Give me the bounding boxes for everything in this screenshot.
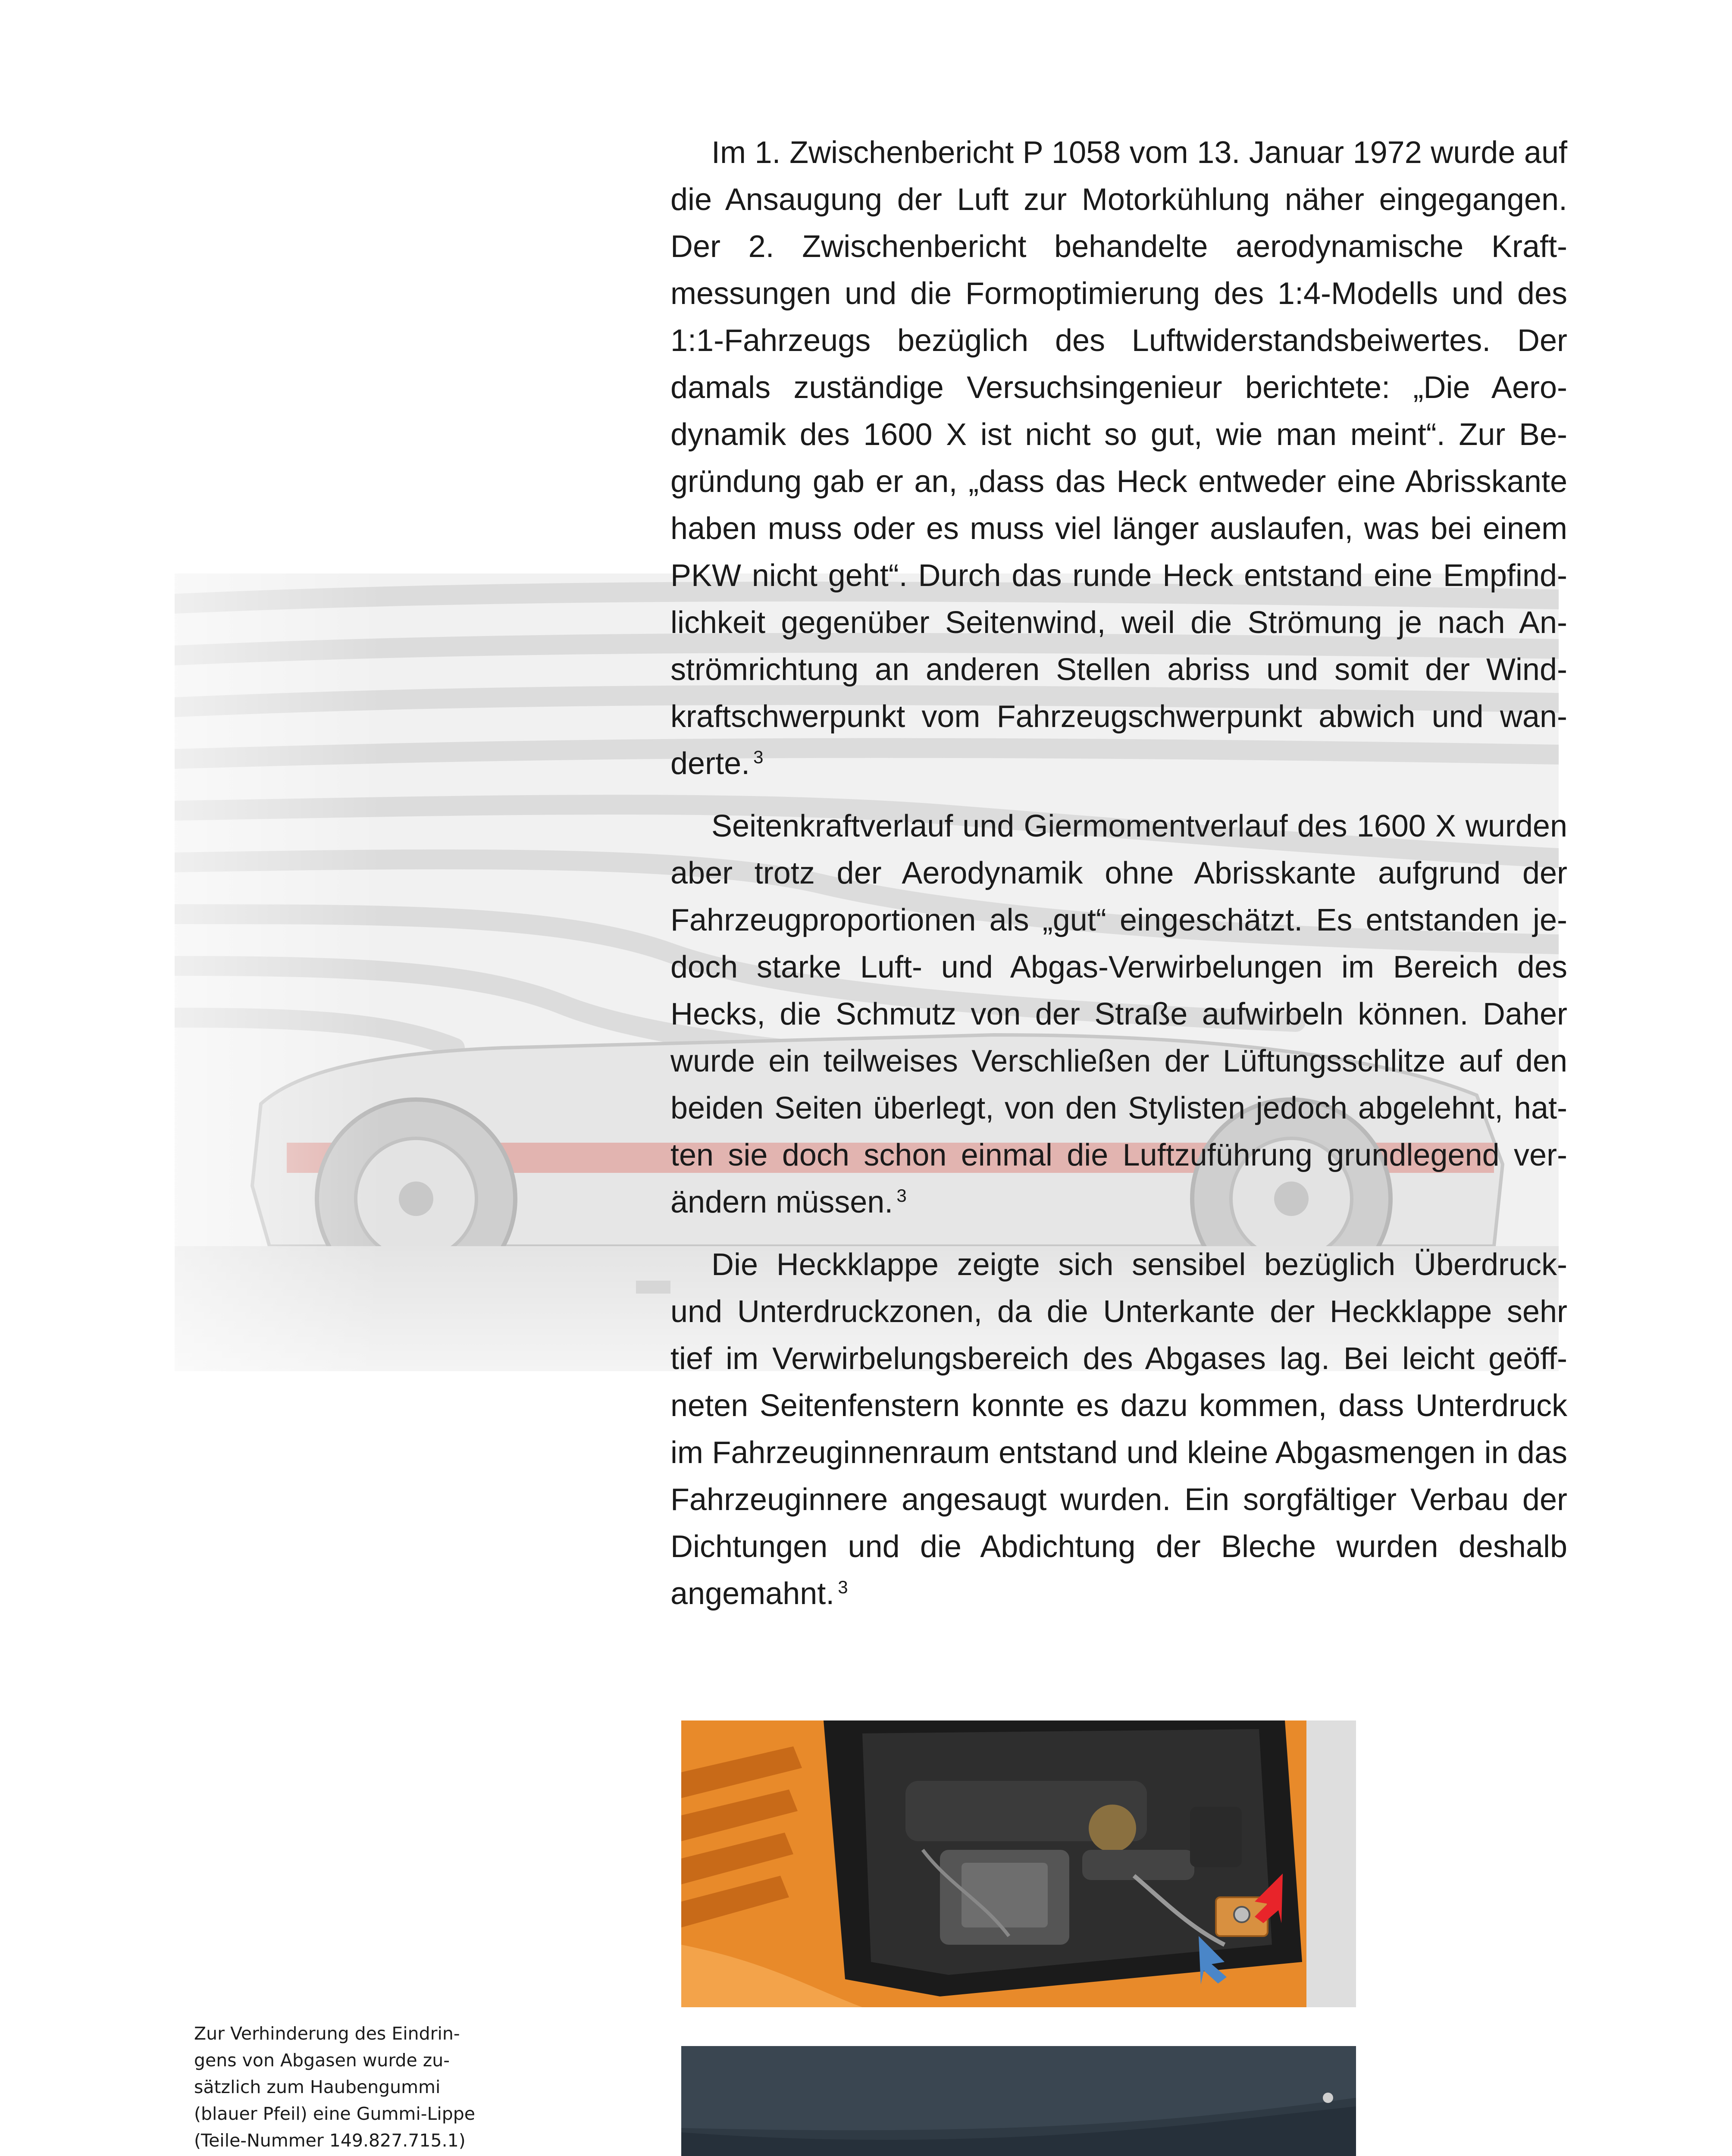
paragraph-3	[670, 1241, 1567, 1617]
paragraph-1-text: Im 1. Zwischenbericht P 1058 vom 13. Januar 1972 wurde auf die Ansaugung der Luft zur Motorkühlung näher eingegangen. Der 2. Zwischenbericht behandelte aerodynamische Kraftmessungen und die Formoptimierung des 1:4-Modells und des 1:1-Fahrzeugs bezüglich des Luftwiderstandsbeiwertes. Der damals zuständige Versuchsingenieur berichtete: „Die Aerodynamik des 1600 X ist nicht so gut, wie man meint“. Zur Begründung gab er an, „dass das Heck entweder eine Abrisskante haben muss oder es muss viel länger auslaufen, was bei einem PKW nicht geht“. Durch das runde Heck entstand eine Empfindlichkeit gegenüber Seitenwind, weil die Strömung je nach Anströmrichtung an anderen Stellen abriss und somit der Windkraftschwerpunkt vom Fahrzeugschwerpunkt abwich und wanderte.	[670, 135, 1567, 781]
caption-line: gens von Abgasen wurde zu-	[194, 2050, 450, 2071]
footnote-ref-3[interactable]: 3	[838, 1577, 848, 1597]
body-text	[670, 129, 1567, 1633]
seal-lip-photo	[681, 2046, 1356, 2156]
paragraph-1	[670, 129, 1567, 787]
paragraph-2	[670, 803, 1567, 1226]
caption-line: (Teile-Nummer 149.827.715.1)	[194, 2130, 466, 2151]
caption-line: (blauer Pfeil) eine Gummi-Lippe	[194, 2103, 476, 2124]
caption-line: sätzlich zum Haubengummi	[194, 2077, 441, 2097]
paragraph-3-text: Die Heckklappe zeigte sich sensibel bezüglich Überdruck- und Unterdruckzonen, da die Unterkante der Heckklappe sehr tief im Verwirbelungsbereich des Abgases lag. Bei leicht geöffneten Seitenfenstern konnte es dazu kommen, dass Unterdruck im Fahrzeuginnenraum entstand und kleine Abgasmengen in das Fahrzeuginnere angesaugt wurden. Ein sorgfältiger Verbau der Dichtungen und die Abdichtung der Bleche wurden deshalb angemahnt.	[670, 1247, 1567, 1611]
paragraph-2-text: Seitenkraftverlauf und Giermomentverlauf des 1600 X wurden aber trotz der Aerodynamik ohne Abrisskante aufgrund der Fahrzeugproportionen als „gut“ eingeschätzt. Es entstanden jedoch starke Luft- und Abgas-Verwirbelungen im Bereich des Hecks, die Schmutz von der Straße aufwirbeln können. Daher wurde ein teilweises Verschließen der Lüftungsschlitze auf den beiden Seiten überlegt, von den Stylisten jedoch abgelehnt, hatten sie doch schon einmal die Luftzuführung grundlegend verändern müssen.	[670, 809, 1567, 1219]
footnote-ref-1[interactable]: 3	[753, 747, 764, 767]
caption-line: Zur Verhinderung des Eindrin-	[194, 2023, 460, 2044]
caption-line	[194, 2154, 582, 2156]
footnote-ref-2[interactable]: 3	[896, 1185, 907, 1206]
engine-bay-photo	[681, 1720, 1356, 2007]
photo-caption	[194, 2020, 582, 2156]
